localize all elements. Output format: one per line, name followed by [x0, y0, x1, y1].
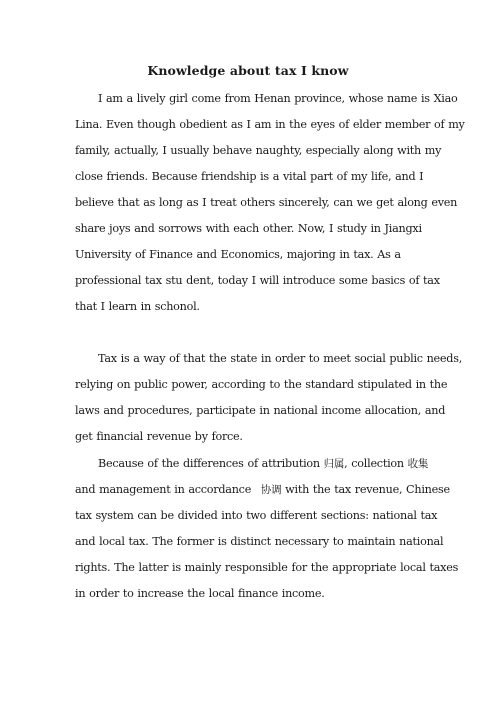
- paragraph-1-line-5: believe that as long as I treat others sincerely, can we get along even: [75, 196, 458, 209]
- paragraph-3-line-2-text-a: and management in accordance: [75, 483, 255, 496]
- document-title: Knowledge about tax I know: [147, 63, 349, 78]
- paragraph-2-line-4: get financial revenue by force.: [75, 430, 243, 443]
- paragraph-2-line-1: Tax is a way of that the state in order to meet social public needs,: [98, 352, 462, 365]
- paragraph-3-line-5: rights. The latter is mainly responsible for the appropriate local taxes: [75, 561, 459, 574]
- paragraph-1-line-6: share joys and sorrows with each other. Now, I study in Jiangxi: [75, 222, 422, 235]
- paragraph-3-cjk-accordance: 协调: [260, 484, 282, 496]
- paragraph-2-line-3: laws and procedures, participate in national income allocation, and: [75, 404, 446, 417]
- paragraph-3-line-2: [75, 483, 450, 497]
- paragraph-3-cjk-collection: 收集: [407, 458, 429, 470]
- paragraph-3-line-1: [98, 457, 428, 471]
- paragraph-1-line-7: University of Finance and Economics, majoring in tax. As a: [75, 248, 401, 261]
- paragraph-3-line-2-text-b: with the tax revenue, Chinese: [281, 483, 450, 496]
- paragraph-3-line-6: in order to increase the local finance income.: [75, 587, 325, 600]
- paragraph-3-line-1-text-b: , collection: [344, 457, 408, 470]
- paragraph-1-line-4: close friends. Because friendship is a vital part of my life, and I: [75, 170, 424, 183]
- paragraph-3-line-3: tax system can be divided into two different sections: national tax: [75, 509, 438, 522]
- paragraph-3-line-4: and local tax. The former is distinct necessary to maintain national: [75, 535, 444, 548]
- paragraph-3-line-1-text-a: Because of the differences of attribution: [98, 457, 324, 470]
- paragraph-1-line-2: Lina. Even though obedient as I am in the eyes of elder member of my: [75, 118, 465, 131]
- paragraph-1-line-1: I am a lively girl come from Henan province, whose name is Xiao: [98, 92, 458, 105]
- paragraph-1-line-8: professional tax stu dent, today I will introduce some basics of tax: [75, 274, 440, 287]
- paragraph-3-cjk-attribution: 归属: [323, 458, 345, 470]
- paragraph-1-line-9: that I learn in schonol.: [75, 300, 200, 313]
- paragraph-2-line-2: relying on public power, according to the standard stipulated in the: [75, 378, 448, 391]
- paragraph-1-line-3: family, actually, I usually behave naughty, especially along with my: [75, 144, 442, 157]
